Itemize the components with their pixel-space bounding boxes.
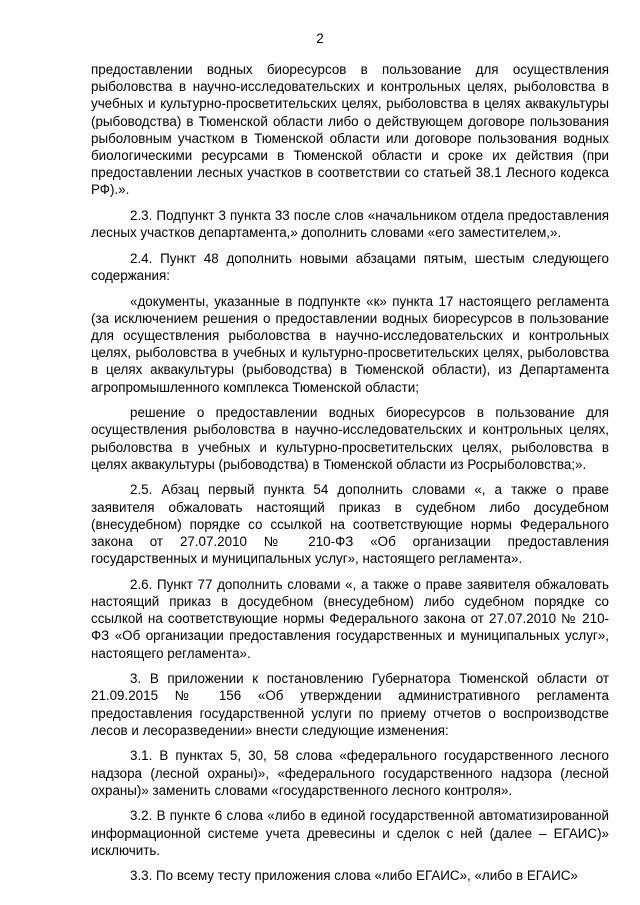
paragraph-continuation: предоставлении водных биоресурсов в пользование для осуществления рыболовства в научно-исследовательских и контрольных целях, рыболовства в учебных и культурно-просветительских целях, рыболовства в целях аквакультуры (рыбоводства) в Тюменской области либо о действующем договоре пользования рыболовным участком в Тюменской области или договоре пользования водных биологическими ресурсами в Тюменской области и сроке их действия (при предоставлении лесных участков в соответствии со статьей 38.1 Лесного кодекса РФ).». xyxy=(91,62,609,198)
paragraph-3-2: 3.2. В пункте 6 слова «либо в единой государственной автоматизированной информационной системе учета древесины и сделок с ней (далее – ЕГАИС)» исключить. xyxy=(91,808,609,858)
paragraph-2-4-quote-2: решение о предоставлении водных биоресурсов в пользование для осуществления рыболовства в научно-исследовательских и контрольных целях, рыболовства в учебных и культурно-просветительских целях, рыболовства в целях аквакультуры (рыбоводства) в Тюменской области из Росрыболовства;». xyxy=(91,405,609,472)
paragraph-2-5: 2.5. Абзац первый пункта 54 дополнить словами «, а также о праве заявителя обжаловать настоящий приказ в судебном либо досудебном (внесудебном) порядке со ссылкой на соответствующие нормы Федерального закона от 27.07.2010 № 210-ФЗ «Об организации предоставления государственных и муниципальных услуг», настоящего регламента». xyxy=(91,482,609,567)
paragraph-3: 3. В приложении к постановлению Губернатора Тюменской области от 21.09.2015 № 156 «Об утверждении административного регламента предоставления государственной услуги по приему отчетов о воспроизводстве лесов и лесоразведении» внести следующие изменения: xyxy=(91,671,609,738)
paragraph-2-3: 2.3. Подпункт 3 пункта 33 после слов «начальником отдела предоставления лесных участков департамента,» дополнить словами «его заместителем,». xyxy=(91,208,609,241)
paragraph-2-4-quote-1: «документы, указанные в подпункте «к» пункта 17 настоящего регламента (за исключением решения о предоставлении водных биоресурсов в пользование для осуществления рыболовства в научно-исследовательских и контрольных целях, рыболовства в учебных и культурно-просветительских целях, рыболовства в целях аквакультуры (рыбоводства) в Тюменской области), из Департамента агропромышленного комплекса Тюменской области; xyxy=(91,293,609,395)
document-body xyxy=(91,61,609,885)
paragraph-3-3: 3.3. По всему тесту приложения слова «либо ЕГАИС», «либо в ЕГАИС» xyxy=(130,868,578,884)
paragraph-3-1: 3.1. В пунктах 5, 30, 58 слова «федерального государственного лесного надзора (лесной охраны)», «федерального государственного надзора (лесной охраны)» заменить словами «государственного лесного контроля». xyxy=(91,748,609,798)
paragraph-2-4: 2.4. Пункт 48 дополнить новыми абзацами пятым, шестым следующего содержания: xyxy=(91,250,609,284)
paragraph-2-6: 2.6. Пункт 77 дополнить словами «, а также о праве заявителя обжаловать настоящий приказ в досудебном (внесудебном) либо судебном порядке со ссылкой на соответствующие нормы Федерального закона от 27.07.2010 № 210-ФЗ «Об организации предоставления государственных и муниципальных услуг», настоящего регламента». xyxy=(91,576,609,661)
page-number: 2 xyxy=(316,31,324,46)
